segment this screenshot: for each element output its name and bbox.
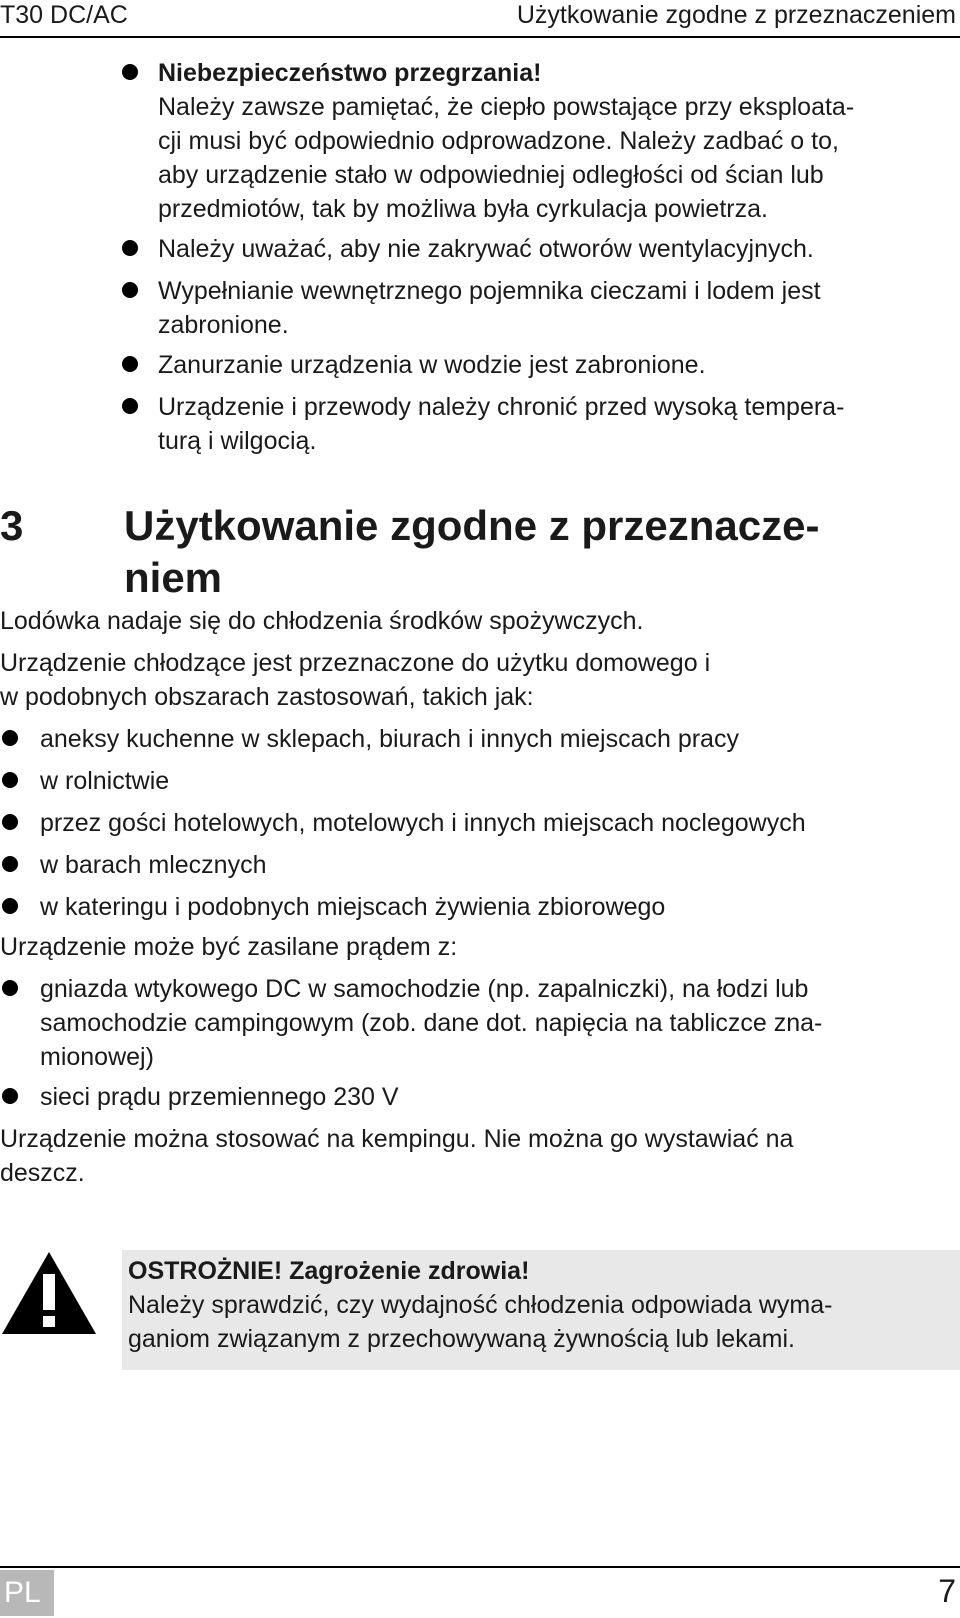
list-item-text: Wypełnianie wewnętrznego pojemnika cieczami i lodem jest xyxy=(158,277,821,305)
overheat-warning-title: Niebezpieczeństwo przegrzania! xyxy=(158,59,542,87)
list-item-text: gniazda wtykowego DC w samochodzie (np. zapalniczki), na łodzi lub xyxy=(40,975,809,1003)
list-item-text: w rolnictwie xyxy=(40,767,170,795)
list-item-text: Zanurzanie urządzenia w wodzie jest zabronione. xyxy=(158,351,706,379)
bullet-icon xyxy=(2,980,18,996)
list-item-text: samochodzie campingowym (zob. dane dot. napięcia na tabliczce zna- xyxy=(40,1009,823,1037)
warning-text: Należy sprawdzić, czy wydajność chłodzenia odpowiada wyma- xyxy=(128,1291,833,1319)
list-item-text: aneksy kuchenne w sklepach, biurach i innych miejscach pracy xyxy=(40,725,739,753)
list-item-text: w barach mlecznych xyxy=(40,851,267,879)
bullet-icon xyxy=(2,814,18,830)
list-item-text: turą i wilgocią. xyxy=(158,427,317,455)
list-item-text: sieci prądu przemiennego 230 V xyxy=(40,1083,399,1111)
list-item-text: mionowej) xyxy=(40,1043,154,1071)
warning-title: OSTROŻNIE! Zagrożenie zdrowia! xyxy=(128,1257,530,1285)
paragraph: Urządzenie chłodzące jest przeznaczone do użytku domowego i xyxy=(0,649,711,677)
bullet-icon xyxy=(2,898,18,914)
paragraph: Urządzenie może być zasilane prądem z: xyxy=(0,933,458,961)
list-item-text: przez gości hotelowych, motelowych i innych miejscach noclegowych xyxy=(40,809,806,837)
list-item-text: cji musi być odpowiednio odprowadzone. Należy zadbać o to, xyxy=(158,127,839,155)
bullet-icon xyxy=(122,64,138,80)
warning-box xyxy=(122,1250,960,1370)
bullet-icon xyxy=(2,1088,18,1104)
paragraph: w podobnych obszarach zastosowań, takich jak: xyxy=(0,683,534,711)
language-tag xyxy=(0,1570,54,1616)
paragraph: deszcz. xyxy=(0,1159,85,1187)
header-rule xyxy=(0,36,960,38)
page-header xyxy=(0,0,960,38)
section-number: 3 xyxy=(0,502,24,549)
section-title xyxy=(124,500,914,604)
list-item-text: Należy uważać, aby nie zakrywać otworów wentylacyjnych. xyxy=(158,235,814,263)
warning-triangle-icon xyxy=(0,1250,98,1336)
bullet-icon xyxy=(2,772,18,788)
page-number: 7 xyxy=(938,1573,956,1609)
header-section-title: Użytkowanie zgodne z przeznaczeniem xyxy=(516,1,956,29)
list-item-text: przedmiotów, tak by możliwa była cyrkulacja powietrza. xyxy=(158,195,768,223)
section-title-line: Użytkowanie zgodne z przeznacze- xyxy=(124,502,820,549)
list-item-text: zabronione. xyxy=(158,311,289,339)
header-model: T30 DC/AC xyxy=(0,1,128,29)
bullet-icon xyxy=(122,356,138,372)
list-item-text: aby urządzenie stało w odpowiedniej odległości od ścian lub xyxy=(158,161,824,189)
section-title-line: niem xyxy=(124,554,223,601)
list-item-text: Urządzenie i przewody należy chronić przed wysoką tempera- xyxy=(158,393,845,421)
paragraph: Lodówka nadaje się do chłodzenia środków spożywczych. xyxy=(0,607,644,635)
bullet-icon xyxy=(2,856,18,872)
bullet-icon xyxy=(2,730,18,746)
footer-rule xyxy=(0,1566,960,1568)
bullet-icon xyxy=(122,240,138,256)
bullet-icon xyxy=(122,282,138,298)
paragraph: Urządzenie można stosować na kempingu. Nie można go wystawiać na xyxy=(0,1125,794,1153)
list-item-text: w kateringu i podobnych miejscach żywienia zbiorowego xyxy=(40,893,666,921)
warning-text: ganiom związanym z przechowywaną żywnością lub lekami. xyxy=(128,1325,795,1353)
list-item-text: Należy zawsze pamiętać, że ciepło powstające przy eksploata- xyxy=(158,93,855,121)
language-code: PL xyxy=(4,1576,41,1609)
bullet-icon xyxy=(122,398,138,414)
